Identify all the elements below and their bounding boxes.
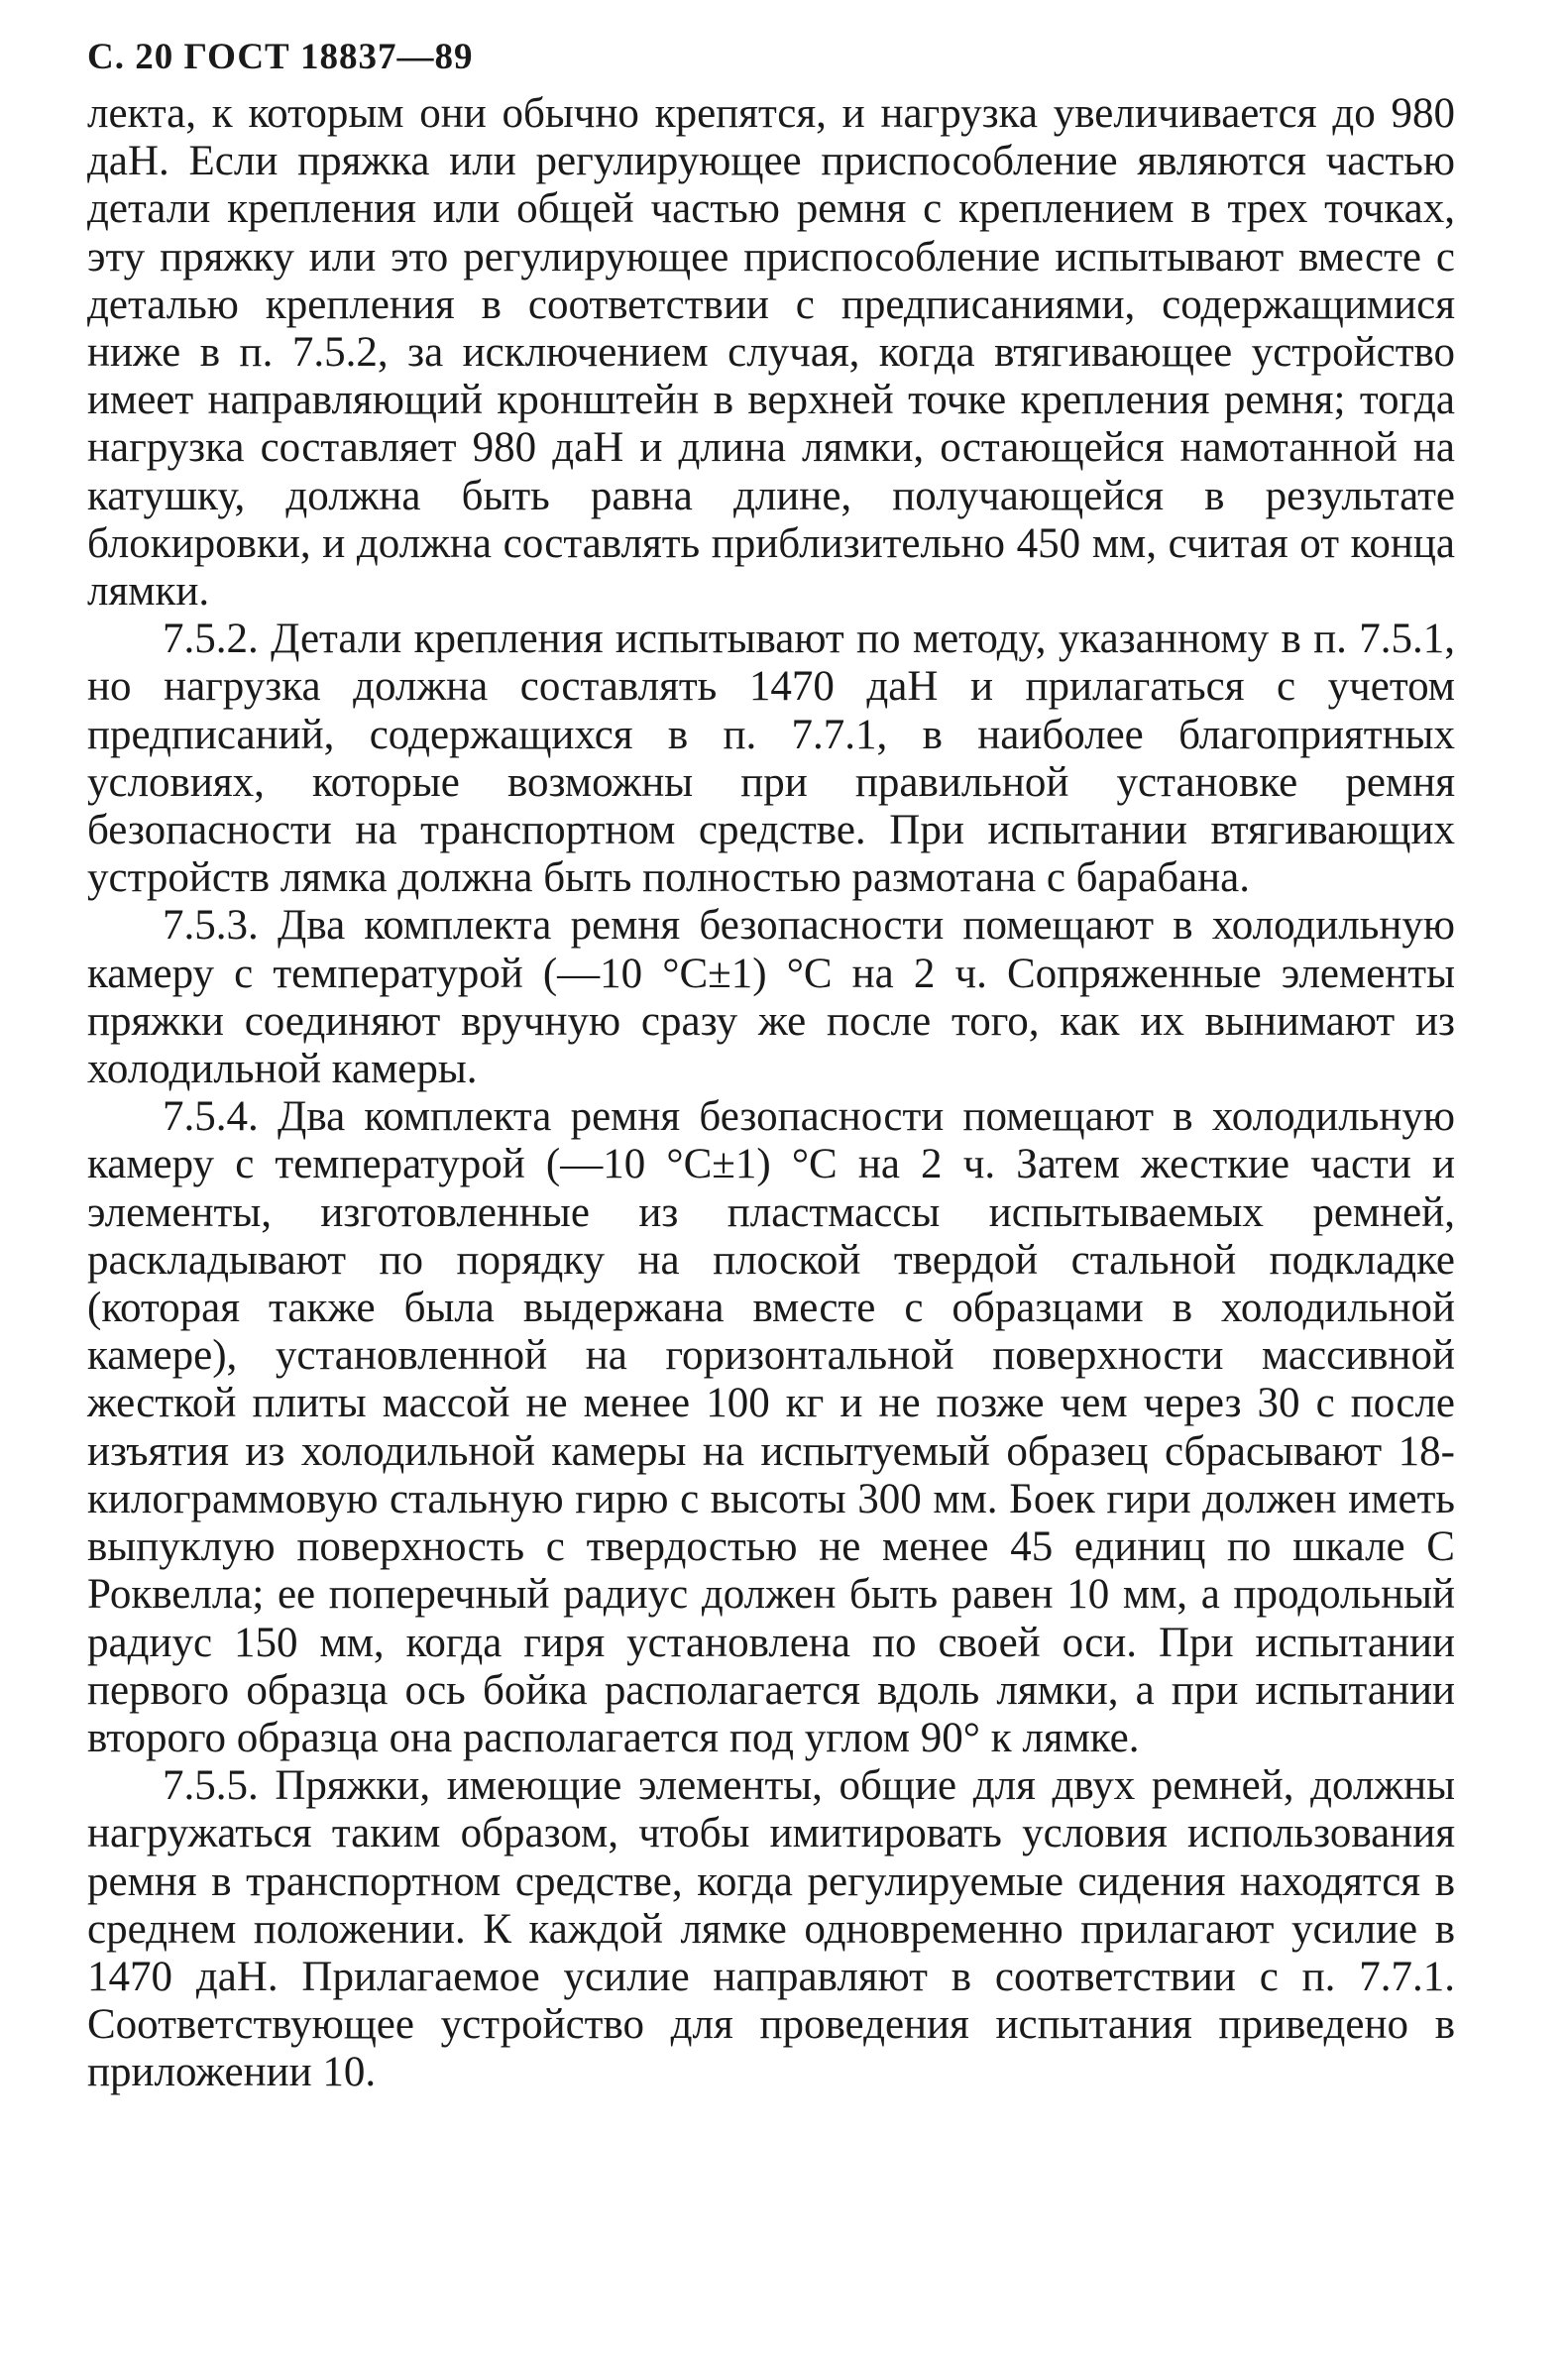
paragraph-7-5-4: 7.5.4. Два комплекта ремня безопасности помещают в холодильную камеру с температурой (—10 °С±1) °С на 2 ч. Затем жесткие части и элементы, изготовленные из пластмассы испытываемых ремней, раскладывают по порядку на плоской твердой стальной подкладке (которая также была выдержана вместе с образцами в холодильной камере), установленной на горизонтальной поверхности массивной жесткой плиты массой не менее 100 кг и не позже чем через 30 с после изъятия из холодильной камеры на испытуемый образец сбрасывают 18-килограммовую стальную гирю с высоты 300 мм. Боек гири должен иметь выпуклую поверхность с твердостью не менее 45 единиц по шкале С Роквелла; ее поперечный радиус должен быть равен 10 мм, а продольный радиус 150 мм, когда гиря установлена по своей оси. При испытании первого образца ось бойка располагается вдоль лямки, а при испытании второго образца она располагается под углом 90° к лямке. <box>87 1093 1455 1761</box>
paragraph-7-5-2: 7.5.2. Детали крепления испытывают по методу, указанному в п. 7.5.1, но нагрузка должна составлять 1470 даН и прилагаться с учетом предписаний, содержащихся в п. 7.7.1, в наиболее благоприятных условиях, которые возможны при правильной установке ремня безопасности на транспортном средстве. При испытании втягивающих устройств лямка должна быть полностью размотана с барабана. <box>87 616 1455 902</box>
paragraph-continuation: лекта, к которым они обычно крепятся, и нагрузка увеличивается до 980 даН. Если пряжка или регулирующее приспособление являются частью детали крепления или общей частью ремня с креплением в трех точках, эту пряжку или это регулирующее приспособление испытывают вместе с деталью крепления в соответствии с предписаниями, содержащимися ниже в п. 7.5.2, за исключением случая, когда втягивающее устройство имеет направляющий кронштейн в верхней точке крепления ремня; тогда нагрузка составляет 980 даН и длина лямки, остающейся намотанной на катушку, должна быть равна длине, получающейся в результате блокировки, и должна составлять приблизительно 450 мм, считая от конца лямки. <box>87 90 1455 616</box>
document-body <box>87 90 1455 2097</box>
paragraph-7-5-5: 7.5.5. Пряжки, имеющие элементы, общие для двух ремней, должны нагружаться таким образом, чтобы имитировать условия использования ремня в транспортном средстве, когда регулируемые сидения находятся в среднем положении. К каждой лямке одновременно прилагают усилие в 1470 даН. Прилагаемое усилие направляют в соответствии с п. 7.7.1. Соответствующее устройство для проведения испытания приведено в приложении 10. <box>87 1762 1455 2096</box>
document-page <box>87 36 1455 2097</box>
page-header: С. 20 ГОСТ 18837—89 <box>87 37 474 77</box>
paragraph-7-5-3: 7.5.3. Два комплекта ремня безопасности помещают в холодильную камеру с температурой (—10 °С±1) °С на 2 ч. Сопряженные элементы пряжки соединяют вручную сразу же после того, как их вынимают из холодильной камеры. <box>87 902 1455 1093</box>
